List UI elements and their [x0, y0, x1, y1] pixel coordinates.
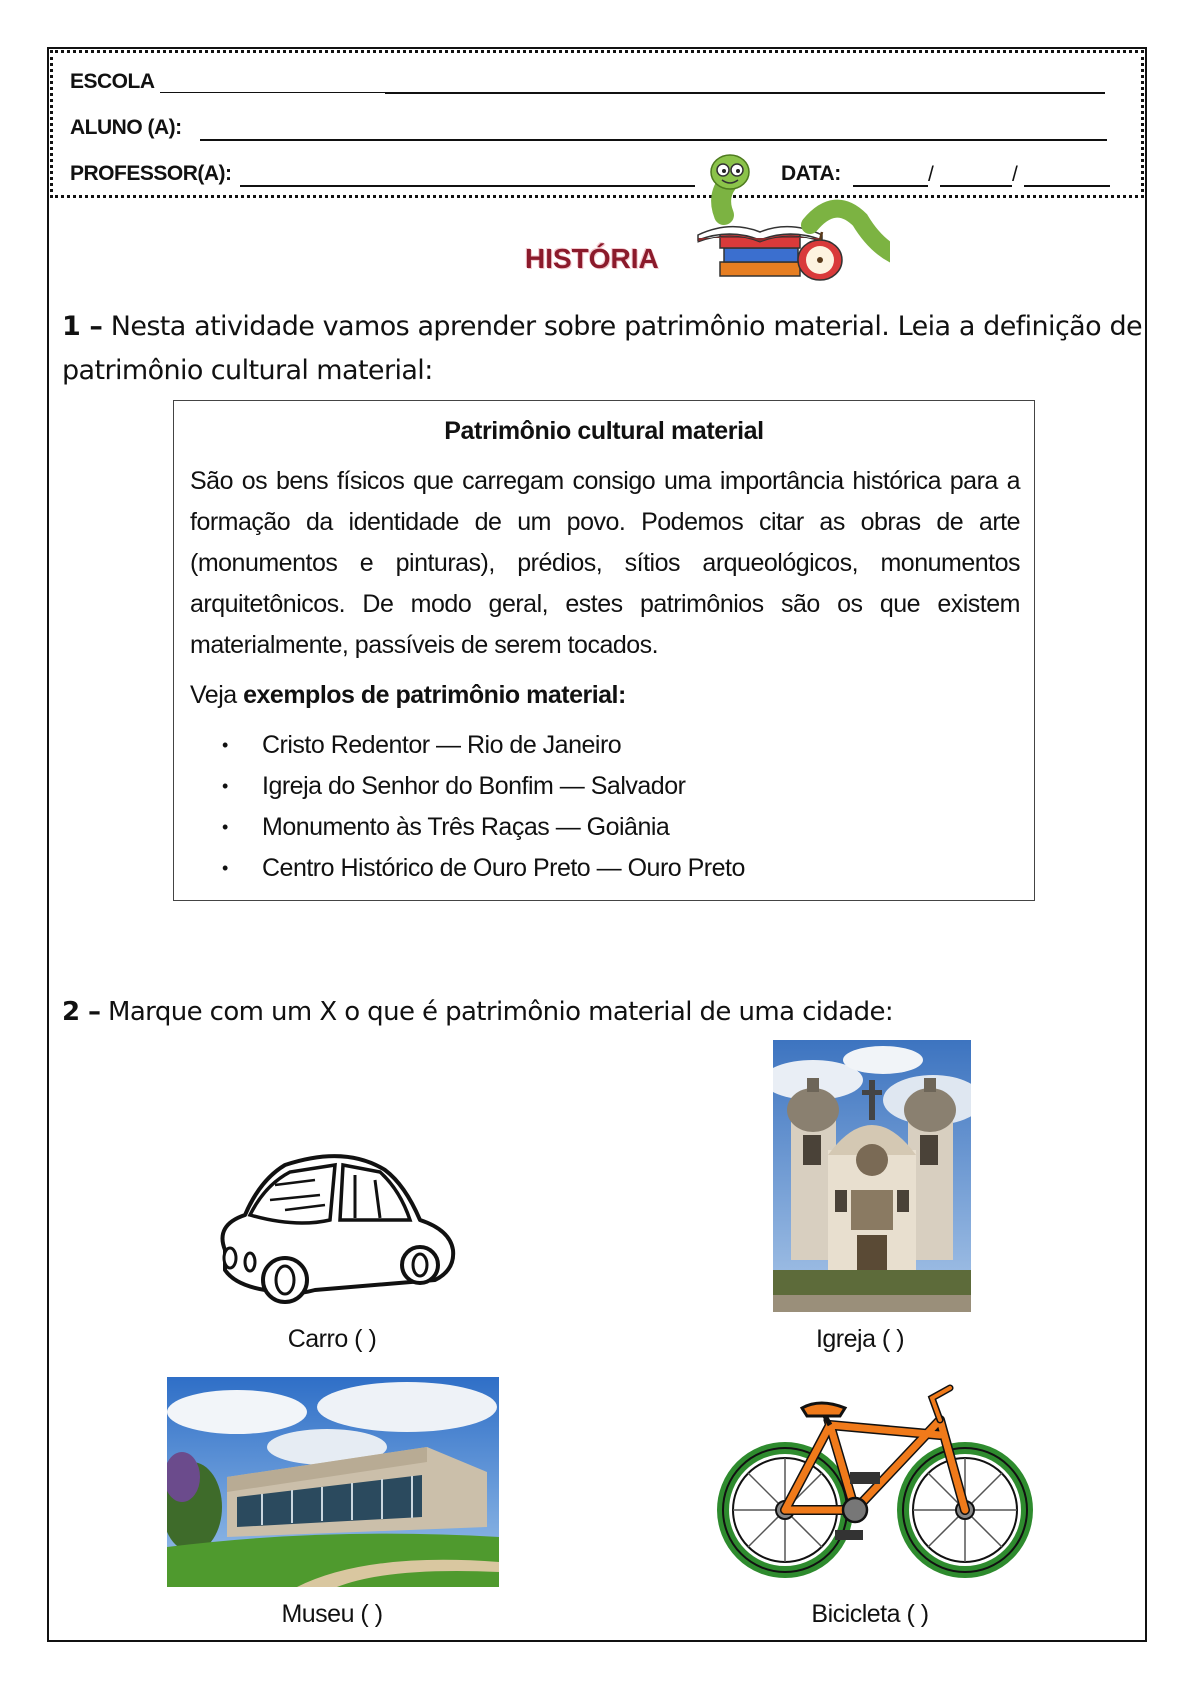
option-church-label[interactable]: Igreja ( ): [815, 1325, 905, 1353]
question-1-text: Nesta atividade vamos aprender sobre patrimônio material. Leia a definição de patrimônio cultural material:: [62, 311, 1143, 386]
definition-paragraph: São os bens físicos que carregam consigo uma importância histórica para a formação da identidade de um povo. Podemos citar as obras de arte (monumentos e pinturas), prédios, sítios arqueológicos, monumentos arquitetônicos. De modo geral, estes patrimônios são os que existem materialmente, passíveis de serem tocados.: [190, 467, 1020, 659]
bookworm-illustration: [690, 150, 890, 290]
bullet: •: [222, 858, 228, 878]
option-museum-label[interactable]: Museu ( ): [281, 1600, 383, 1628]
museum-photo: [167, 1377, 499, 1587]
bullet: •: [222, 735, 228, 755]
list-item: • Monumento às Três Raças — Goiânia: [222, 807, 745, 848]
school-field-thin[interactable]: [160, 92, 385, 93]
list-item: • Igreja do Senhor do Bonfim — Salvador: [222, 766, 745, 807]
option-bicycle-label[interactable]: Bicicleta ( ): [811, 1600, 929, 1628]
student-field[interactable]: [200, 139, 1107, 141]
date-slash: /: [1012, 163, 1018, 186]
teacher-label: PROFESSOR(A):: [70, 162, 232, 185]
examples-list: [222, 725, 745, 889]
teacher-field[interactable]: [240, 185, 695, 187]
definition-title: Patrimônio cultural material: [444, 417, 764, 445]
student-label: ALUNO (A):: [70, 116, 182, 139]
date-slash: /: [928, 163, 934, 186]
question-1: [62, 305, 1142, 393]
option-car-label[interactable]: Carro ( ): [287, 1325, 377, 1353]
list-item: • Centro Histórico de Ouro Preto — Ouro Preto: [222, 848, 745, 889]
examples-heading: [190, 681, 626, 710]
definition-box: [173, 400, 1035, 901]
school-field[interactable]: [385, 92, 1105, 94]
question-1-number: 1 –: [62, 311, 103, 342]
examples-bold: exemplos de patrimônio material:: [243, 681, 626, 709]
examples-prefix: Veja: [190, 681, 244, 709]
bicycle-drawing: [710, 1380, 1040, 1580]
school-label: ESCOLA: [70, 70, 155, 93]
date-label: DATA:: [781, 162, 841, 185]
date-month-field[interactable]: [940, 185, 1012, 187]
bullet: •: [222, 776, 228, 796]
date-year-field[interactable]: [1024, 185, 1110, 187]
car-drawing: [205, 1140, 465, 1310]
bullet: •: [222, 817, 228, 837]
question-2: [62, 990, 893, 1034]
question-2-number: 2 –: [62, 997, 101, 1027]
list-item: • Cristo Redentor — Rio de Janeiro: [222, 725, 745, 766]
page-title: HISTÓRIA: [525, 243, 659, 274]
question-2-text: Marque com um X o que é patrimônio material de uma cidade:: [108, 997, 894, 1027]
church-photo: [773, 1040, 971, 1312]
